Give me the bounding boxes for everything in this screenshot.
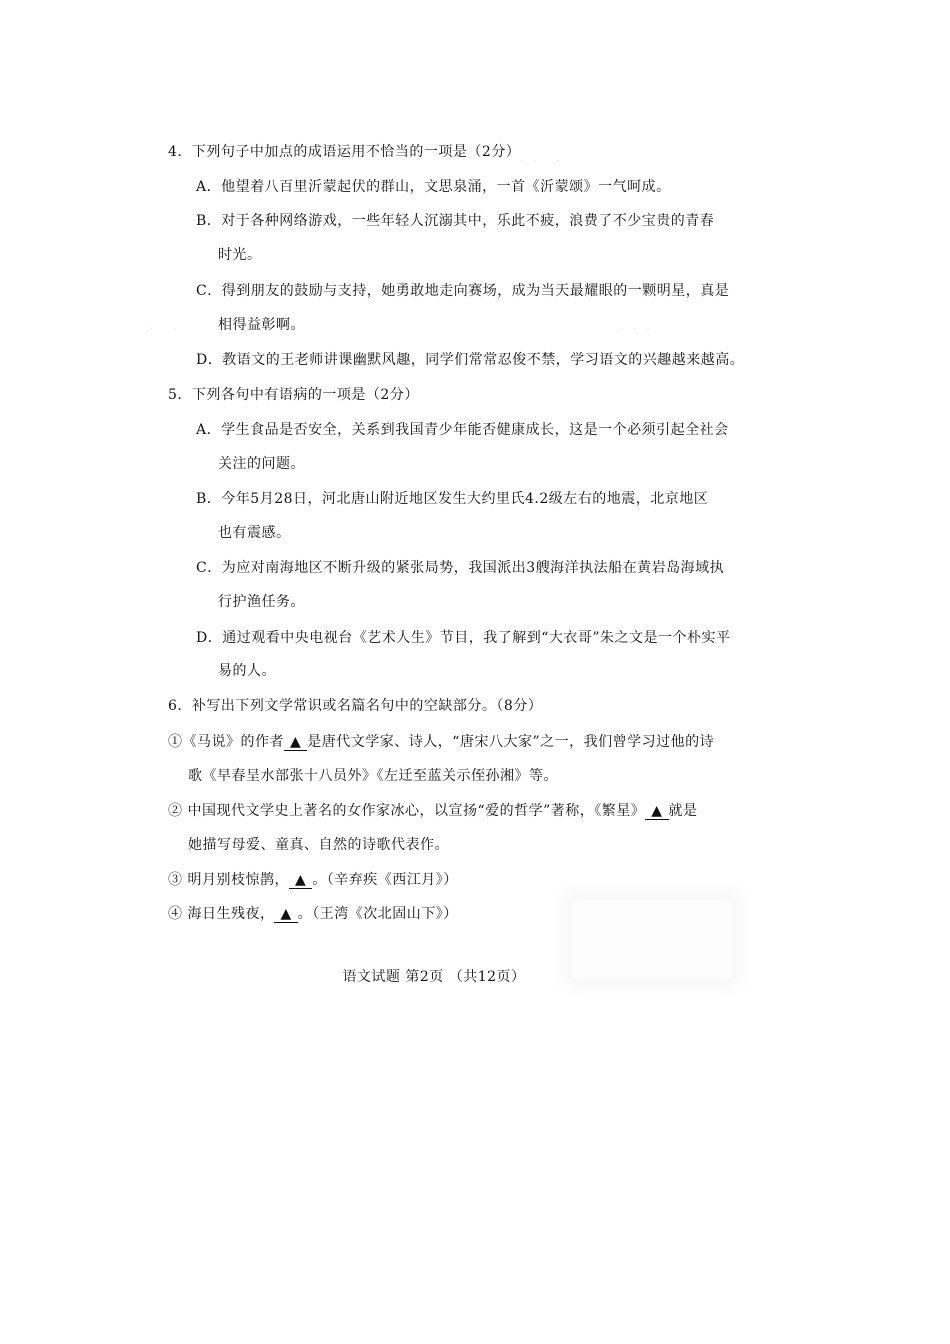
q5-option-c: C．为应对南海地区不断升级的紧张局势，我国派出3艘海洋执法船在黄岩岛海域执: [196, 560, 725, 576]
q6-item-2-post: 就是: [668, 803, 698, 819]
q4-option-c-cont: 相得益彰啊。: [218, 317, 305, 333]
q5-option-d-cont: 易的人。: [218, 663, 276, 679]
answer-blank[interactable]: ▲: [284, 734, 307, 751]
q5-option-b-cont: 也有震感。: [218, 525, 291, 541]
q5-stem: 5．下列各句中有语病的一项是（2分）: [168, 387, 419, 403]
q6-item-1-post: 是唐代文学家、诗人，“唐宋八大家”之一，我们曾学习过他的诗: [307, 734, 715, 750]
q4-option-a: A．他望着八百里沂蒙起伏的群山，文思泉涌，一首《沂蒙颂》一气呵成。: [196, 179, 671, 195]
q6-item-4: [168, 904, 458, 924]
q4-stem: 4．下列句子中加点的成语运用不恰当的一项是（2分）: [168, 144, 521, 160]
q6-item-2: [168, 801, 698, 821]
bleed-through-mark: · · ·: [620, 324, 650, 335]
q5-option-c-cont: 行护渔任务。: [218, 594, 305, 610]
q5-option-d: D．通过观看中央电视台《艺术人生》节目，我了解到“大衣哥”朱之文是一个朴实平: [196, 630, 731, 646]
q4-option-c: C．得到朋友的鼓励与支持，她勇敢地走向赛场，成为当天最耀眼的一颗明星，真是: [196, 283, 730, 299]
q6-item-1-pre: ①《马说》的作者: [168, 734, 284, 750]
q6-item-1: [168, 732, 714, 752]
q5-option-b: B．今年5月28日，河北唐山附近地区发生大约里氏4.2级左右的地震，北京地区: [196, 491, 709, 507]
q6-item-2-pre: ② 中国现代文学史上著名的女作家冰心，以宣扬“爱的哲学”著称，《繁星》: [168, 803, 646, 819]
q4-option-b-cont: 时光。: [218, 247, 262, 263]
q6-item-3: [168, 870, 458, 890]
q4-option-d: D．教语文的王老师讲课幽默风趣，同学们常常忍俊不禁，学习语文的兴趣越来越高。: [196, 352, 745, 368]
q5-option-a: A．学生食品是否安全，关系到我国青少年能否健康成长，这是一个必须引起全社会: [196, 422, 729, 438]
q6-item-3-pre: ③ 明月别枝惊鹊，: [168, 872, 289, 888]
q6-item-4-post: 。（王湾《次北固山下》）: [297, 906, 458, 922]
q6-item-1-cont: 歌《早春呈水部张十八员外》《左迁至蓝关示侄孙湘》等。: [188, 768, 558, 784]
bleed-through-mark: · · ·: [520, 156, 560, 167]
answer-blank[interactable]: ▲: [274, 906, 297, 923]
answer-blank[interactable]: ▲: [289, 872, 312, 889]
answer-blank[interactable]: ▲: [645, 803, 668, 820]
q6-item-2-cont: 她描写母爱、童真、自然的诗歌代表作。: [188, 837, 449, 853]
q4-option-b: B．对于各种网络游戏，一些年轻人沉溺其中，乐此不疲，浪费了不少宝贵的青春: [196, 213, 715, 229]
bleed-through-mark: · ·: [150, 324, 177, 335]
q5-option-a-cont: 关注的问题。: [218, 456, 305, 472]
page-footer: 语文试题 第2页 （共12页）: [342, 969, 526, 985]
q6-stem: 6．补写出下列文学常识或名篇名句中的空缺部分。（8分）: [168, 698, 543, 714]
q6-item-3-post: 。（辛弃疾《西江月》）: [312, 872, 458, 888]
q6-item-4-pre: ④ 海日生残夜，: [168, 906, 275, 922]
